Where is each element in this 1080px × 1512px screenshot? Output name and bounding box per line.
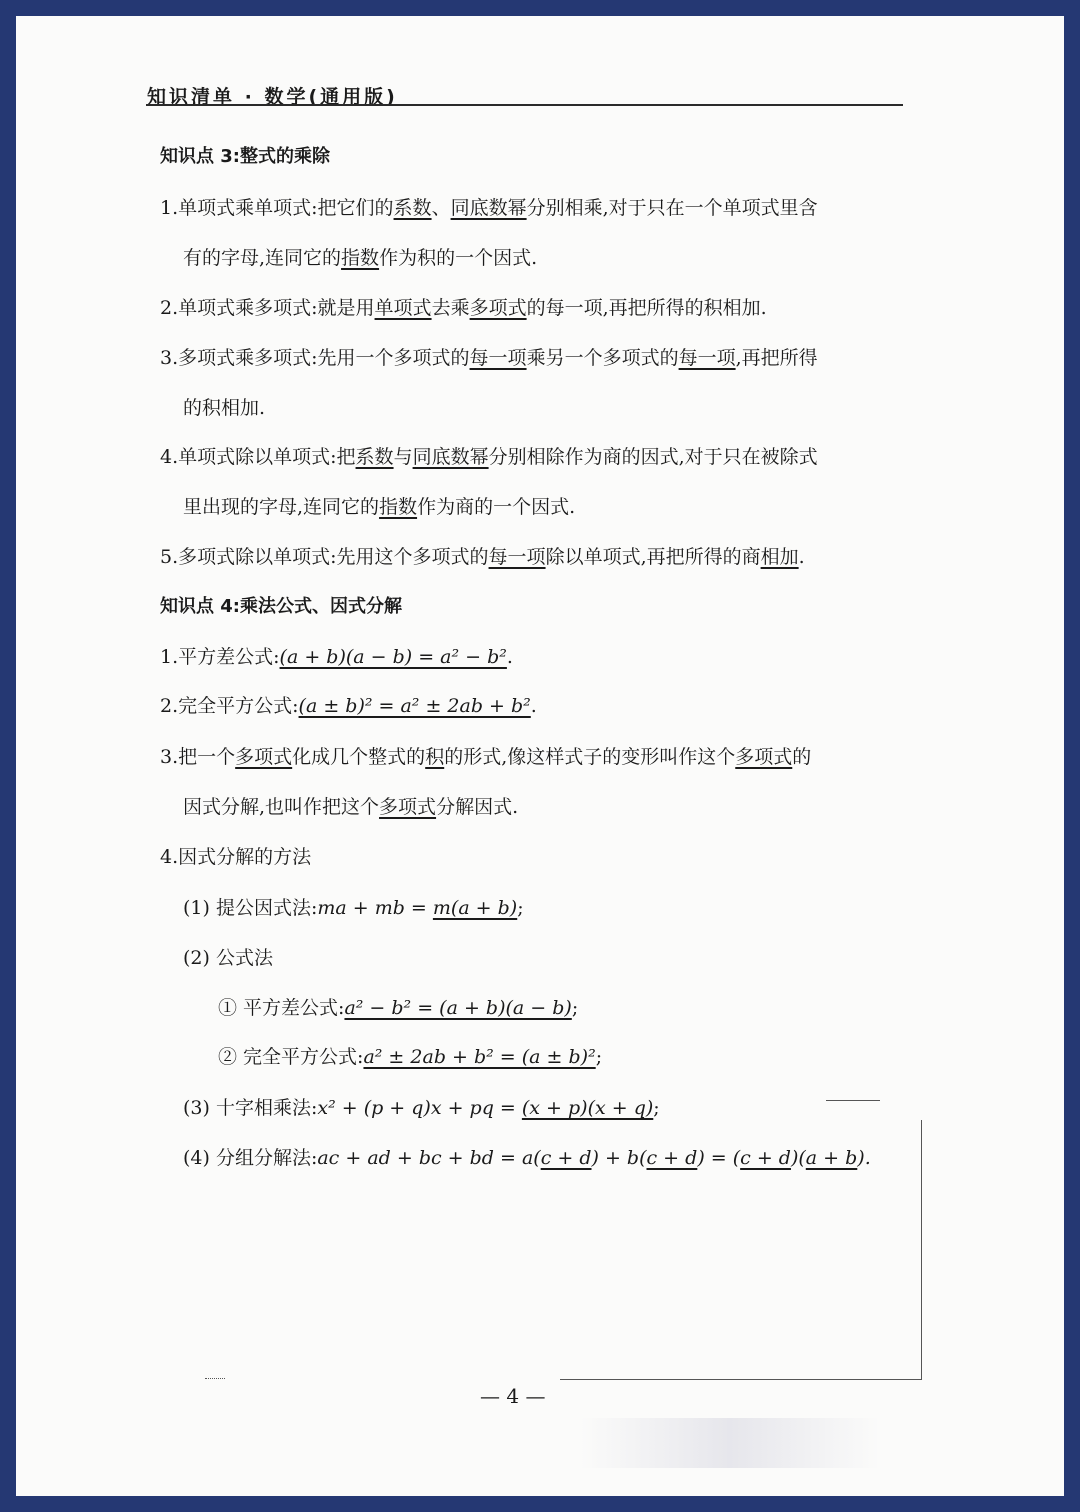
text: 乘另一个多项式的 <box>526 347 679 369</box>
text: 与 <box>393 446 413 468</box>
method-formula: (2) 公式法 <box>183 947 273 969</box>
page-number: — 4 — <box>480 1384 546 1408</box>
text: 单项式乘单项式:把它们的 <box>178 197 394 219</box>
text: 的每一项,再把所得的积相加. <box>526 297 767 319</box>
scan-glare <box>580 1418 880 1468</box>
key-term: 每一项 <box>488 546 546 568</box>
item-number: 1. <box>160 646 179 668</box>
kp4-item4-title <box>160 845 311 869</box>
label: (4) 分组分解法: <box>183 1147 318 1169</box>
text: ; <box>653 1097 660 1119</box>
text: 有的字母,连同它的 <box>183 247 342 269</box>
formula-part: ). <box>857 1147 871 1169</box>
text: 单项式乘多项式:就是用 <box>178 297 375 319</box>
key-term: 同底数幂 <box>412 446 489 468</box>
item-number: 2. <box>160 695 179 717</box>
label: 平方差公式: <box>178 646 280 668</box>
key-term: 每一项 <box>678 347 736 369</box>
kp3-item2 <box>160 296 767 320</box>
kp3-item4-line1 <box>160 445 818 469</box>
text: 的 <box>792 746 812 768</box>
label: (1) 提公因式法: <box>183 897 318 919</box>
header-rule <box>146 104 903 106</box>
item-number: 3. <box>160 746 179 768</box>
text: ; <box>517 897 524 919</box>
formula-term: c + d <box>740 1147 791 1169</box>
item-number: 4. <box>160 846 179 868</box>
key-term: 指数 <box>341 247 380 269</box>
kp4-item3-line2 <box>183 795 518 819</box>
text: 里出现的字母,连同它的 <box>183 496 380 518</box>
kp3-item3-line1 <box>160 346 818 370</box>
formula-term: a + b <box>805 1147 858 1169</box>
method-difference-of-squares <box>218 996 578 1020</box>
text: 的形式,像这样式子的变形叫作这个 <box>444 746 736 768</box>
formula-term: c + d <box>646 1147 698 1169</box>
formula-part: )( <box>790 1147 806 1169</box>
kp4-item3-line1 <box>160 745 811 769</box>
scan-mark-dots <box>205 1378 225 1379</box>
frame-right-line <box>921 1120 922 1380</box>
formula-part: ac + ad + bc + bd = a( <box>317 1147 541 1169</box>
method-cross-multiplication <box>183 1096 660 1120</box>
text: 化成几个整式的 <box>292 746 426 768</box>
formula-rhs: (x + p)(x + q) <box>521 1097 654 1119</box>
text: 作为积的一个因式. <box>379 247 538 269</box>
item-number: 3. <box>160 347 179 369</box>
text: 把一个 <box>178 746 236 768</box>
formula-part: ) + b( <box>591 1147 647 1169</box>
kp3-item5 <box>160 545 805 569</box>
key-term: 系数 <box>393 197 432 219</box>
running-title: 知识清单 · 数学(通用版) <box>147 86 398 108</box>
text: 、 <box>431 197 451 219</box>
formula-term: c + d <box>540 1147 592 1169</box>
key-term: 积 <box>425 746 445 768</box>
method-common-factor <box>183 896 524 920</box>
formula: (a + b)(a − b) = a² − b² <box>279 646 507 668</box>
text: 因式分解的方法 <box>178 846 312 868</box>
kp3-title: 知识点 3:整式的乘除 <box>160 146 330 167</box>
formula-lhs: ma + mb = <box>317 897 433 919</box>
kp4-title: 知识点 4:乘法公式、因式分解 <box>160 596 402 617</box>
formula-rhs: m(a + b) <box>432 897 518 919</box>
text: 多项式除以单项式:先用这个多项式的 <box>178 546 489 568</box>
text: 分别相除作为商的因式,对于只在被除式 <box>488 446 818 468</box>
kp3-item4-line2 <box>183 495 575 519</box>
item-number: 2. <box>160 297 179 319</box>
key-term: 同底数幂 <box>450 197 527 219</box>
key-term: 相加 <box>760 546 799 568</box>
key-term: 系数 <box>355 446 394 468</box>
text: . <box>506 646 513 668</box>
text: 单项式除以单项式:把 <box>178 446 356 468</box>
key-term: 单项式 <box>374 297 432 319</box>
key-term: 每一项 <box>469 347 527 369</box>
kp3-item1-line1 <box>160 196 818 220</box>
text: 多项式乘多项式:先用一个多项式的 <box>178 347 470 369</box>
text: 去乘 <box>431 297 470 319</box>
key-term: 指数 <box>379 496 418 518</box>
item-number: 1. <box>160 197 179 219</box>
kp4-item1 <box>160 645 513 669</box>
label: (3) 十字相乘法: <box>183 1097 318 1119</box>
formula: a² ± 2ab + b² = (a ± b)² <box>363 1046 596 1068</box>
text: 作为商的一个因式. <box>417 496 576 518</box>
key-term: 多项式 <box>235 746 293 768</box>
scan-mark-line <box>826 1100 880 1101</box>
key-term: 多项式 <box>469 297 527 319</box>
item-number: 4. <box>160 446 179 468</box>
text: . <box>530 695 537 717</box>
label: ① 平方差公式: <box>218 997 345 1019</box>
text: 分解因式. <box>436 796 519 818</box>
method-perfect-square <box>218 1045 602 1069</box>
item-number: 5. <box>160 546 179 568</box>
text: 除以单项式,再把所得的商 <box>545 546 761 568</box>
key-term: 多项式 <box>735 746 793 768</box>
formula: (a ± b)² = a² ± 2ab + b² <box>298 695 531 717</box>
text: ,再把所得 <box>735 347 818 369</box>
label: ② 完全平方公式: <box>218 1046 364 1068</box>
text: ; <box>595 1046 603 1068</box>
formula-part: ) = ( <box>697 1147 741 1169</box>
kp3-item1-line2 <box>183 246 537 270</box>
label: 完全平方公式: <box>178 695 299 717</box>
text: 因式分解,也叫作把这个 <box>183 796 380 818</box>
text: 分别相乘,对于只在一个单项式里含 <box>526 197 818 219</box>
text: ; <box>571 997 579 1019</box>
kp3-item3-line2: 的积相加. <box>183 397 266 419</box>
formula-lhs: x² + (p + q)x + pq = <box>317 1097 522 1119</box>
frame-bottom-line <box>560 1379 922 1380</box>
method-grouping <box>183 1146 871 1170</box>
formula: a² − b² = (a + b)(a − b) <box>344 997 572 1019</box>
text: . <box>798 546 805 568</box>
key-term: 多项式 <box>379 796 437 818</box>
kp4-item2 <box>160 694 537 718</box>
